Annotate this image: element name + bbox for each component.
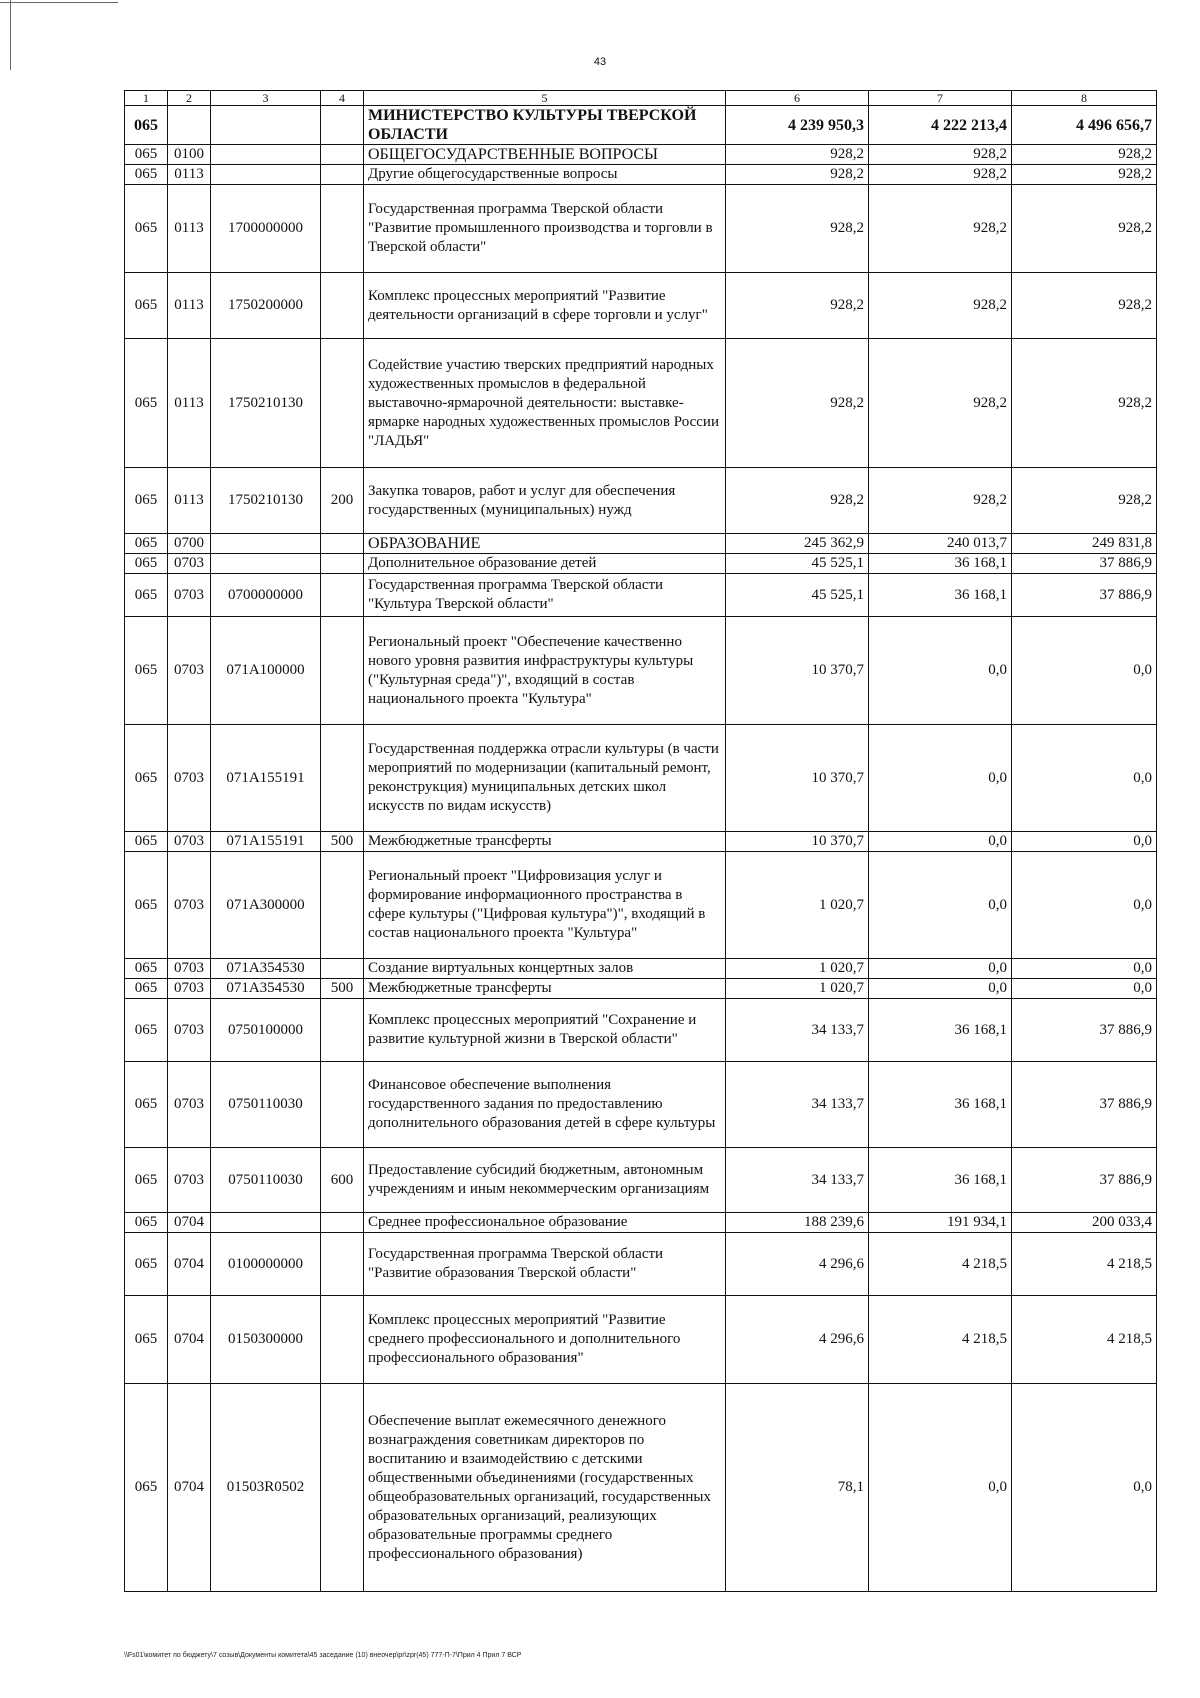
cell-section: 0703	[168, 832, 211, 852]
cell-amount-7: 191 934,1	[869, 1213, 1012, 1233]
cell-amount-7: 0,0	[869, 979, 1012, 999]
cell-name: Финансовое обеспечение выполнения государственного задания по предоставлению дополнительного образования детей в сфере культуры	[364, 1062, 726, 1148]
table-row	[125, 1384, 1157, 1592]
cell-amount-6: 10 370,7	[726, 832, 869, 852]
cell-target: 1700000000	[211, 185, 321, 273]
table-row	[125, 339, 1157, 468]
cell-name: Комплекс процессных мероприятий "Развитие деятельности организаций в сфере торговли и услуг"	[364, 273, 726, 339]
table-row	[125, 617, 1157, 725]
cell-amount-6: 34 133,7	[726, 999, 869, 1062]
cell-section	[168, 106, 211, 145]
cell-name: Создание виртуальных концертных залов	[364, 959, 726, 979]
table-row	[125, 165, 1157, 185]
cell-target: 1750200000	[211, 273, 321, 339]
cell-expense-type	[321, 534, 364, 554]
cell-name: Комплекс процессных мероприятий "Сохранение и развитие культурной жизни в Тверской области"	[364, 999, 726, 1062]
cell-name: Государственная поддержка отрасли культуры (в части мероприятий по модернизации (капитальный ремонт, реконструкция) муниципальных детских школ искусств по видам искусств)	[364, 725, 726, 832]
cell-ministry: 065	[125, 1384, 168, 1592]
cell-amount-7: 4 222 213,4	[869, 106, 1012, 145]
cell-name: МИНИСТЕРСТВО КУЛЬТУРЫ ТВЕРСКОЙ ОБЛАСТИ	[364, 106, 726, 145]
cell-target: 071A155191	[211, 832, 321, 852]
cell-section: 0703	[168, 979, 211, 999]
cell-section: 0704	[168, 1213, 211, 1233]
cell-amount-7: 0,0	[869, 832, 1012, 852]
cell-target: 071A300000	[211, 852, 321, 959]
cell-name: Межбюджетные трансферты	[364, 979, 726, 999]
cell-amount-7: 4 218,5	[869, 1296, 1012, 1384]
cell-amount-6: 34 133,7	[726, 1062, 869, 1148]
table-row	[125, 273, 1157, 339]
cell-expense-type: 200	[321, 468, 364, 534]
cell-ministry: 065	[125, 959, 168, 979]
table-row	[125, 1233, 1157, 1296]
cell-amount-6: 1 020,7	[726, 852, 869, 959]
cell-amount-8: 4 218,5	[1012, 1296, 1157, 1384]
cell-amount-8: 0,0	[1012, 617, 1157, 725]
cell-target: 0150300000	[211, 1296, 321, 1384]
cell-expense-type	[321, 852, 364, 959]
cell-expense-type	[321, 1062, 364, 1148]
cell-name: Среднее профессиональное образование	[364, 1213, 726, 1233]
cell-ministry: 065	[125, 185, 168, 273]
cell-amount-6: 10 370,7	[726, 617, 869, 725]
cell-amount-6: 4 239 950,3	[726, 106, 869, 145]
cell-amount-8: 928,2	[1012, 185, 1157, 273]
cell-target	[211, 1213, 321, 1233]
cell-target: 0750110030	[211, 1062, 321, 1148]
cell-section: 0113	[168, 273, 211, 339]
cell-amount-6: 928,2	[726, 468, 869, 534]
cell-amount-6: 4 296,6	[726, 1296, 869, 1384]
cell-section: 0703	[168, 852, 211, 959]
cell-amount-8: 928,2	[1012, 468, 1157, 534]
cell-amount-6: 928,2	[726, 145, 869, 165]
cell-amount-7: 36 168,1	[869, 1062, 1012, 1148]
cell-amount-6: 4 296,6	[726, 1233, 869, 1296]
cell-expense-type: 600	[321, 1148, 364, 1213]
cell-section: 0703	[168, 574, 211, 617]
table-row	[125, 1062, 1157, 1148]
cell-amount-7: 928,2	[869, 145, 1012, 165]
cell-target	[211, 106, 321, 145]
cell-section: 0703	[168, 617, 211, 725]
table-row	[125, 145, 1157, 165]
cell-target	[211, 165, 321, 185]
cell-amount-7: 0,0	[869, 617, 1012, 725]
col-header-7: 7	[869, 91, 1012, 106]
table-row	[125, 979, 1157, 999]
cell-ministry: 065	[125, 1213, 168, 1233]
table-row	[125, 534, 1157, 554]
cell-expense-type	[321, 1233, 364, 1296]
cell-expense-type	[321, 959, 364, 979]
cell-name: Региональный проект "Обеспечение качественно нового уровня развития инфраструктуры культуры ("Культурная среда")", входящий в состав национального проекта "Культура"	[364, 617, 726, 725]
cell-section: 0704	[168, 1233, 211, 1296]
table-row	[125, 106, 1157, 145]
cell-name: Межбюджетные трансферты	[364, 832, 726, 852]
cell-target: 0750110030	[211, 1148, 321, 1213]
cell-amount-6: 928,2	[726, 339, 869, 468]
cell-ministry: 065	[125, 1148, 168, 1213]
cell-amount-6: 928,2	[726, 165, 869, 185]
table-row	[125, 852, 1157, 959]
cell-section: 0113	[168, 165, 211, 185]
cell-ministry: 065	[125, 574, 168, 617]
cell-amount-7: 928,2	[869, 468, 1012, 534]
cell-amount-6: 34 133,7	[726, 1148, 869, 1213]
cell-ministry: 065	[125, 832, 168, 852]
cell-amount-7: 0,0	[869, 852, 1012, 959]
cell-expense-type	[321, 725, 364, 832]
cell-expense-type: 500	[321, 832, 364, 852]
table-row	[125, 554, 1157, 574]
cell-amount-8: 0,0	[1012, 852, 1157, 959]
cell-target	[211, 145, 321, 165]
cell-section: 0703	[168, 554, 211, 574]
table-row	[125, 468, 1157, 534]
table-row	[125, 959, 1157, 979]
budget-table	[124, 90, 1157, 1592]
cell-ministry: 065	[125, 534, 168, 554]
cell-target: 071A354530	[211, 959, 321, 979]
cell-amount-7: 36 168,1	[869, 554, 1012, 574]
cell-amount-8: 37 886,9	[1012, 574, 1157, 617]
cell-name: ОБРАЗОВАНИЕ	[364, 534, 726, 554]
col-header-6: 6	[726, 91, 869, 106]
cell-name: Государственная программа Тверской области "Развитие образования Тверской области"	[364, 1233, 726, 1296]
cell-section: 0113	[168, 339, 211, 468]
cell-expense-type	[321, 617, 364, 725]
cell-amount-7: 0,0	[869, 725, 1012, 832]
cell-amount-8: 37 886,9	[1012, 1062, 1157, 1148]
cell-target: 1750210130	[211, 339, 321, 468]
cell-expense-type	[321, 1296, 364, 1384]
table-row	[125, 1148, 1157, 1213]
table-row	[125, 999, 1157, 1062]
cell-name: Региональный проект "Цифровизация услуг и формирование информационного пространства в сфере культуры ("Цифровая культура")", входящий в состав национального проекта "Культура"	[364, 852, 726, 959]
cell-amount-6: 78,1	[726, 1384, 869, 1592]
cell-section: 0113	[168, 185, 211, 273]
cell-ministry: 065	[125, 339, 168, 468]
cell-section: 0703	[168, 999, 211, 1062]
cell-expense-type	[321, 273, 364, 339]
cell-amount-8: 37 886,9	[1012, 999, 1157, 1062]
col-header-4: 4	[321, 91, 364, 106]
cell-name: Дополнительное образование детей	[364, 554, 726, 574]
cell-name: Предоставление субсидий бюджетным, автономным учреждениям и иным некоммерческим организациям	[364, 1148, 726, 1213]
table-row	[125, 574, 1157, 617]
cell-expense-type	[321, 554, 364, 574]
cell-ministry: 065	[125, 165, 168, 185]
table-row	[125, 185, 1157, 273]
cell-amount-8: 928,2	[1012, 165, 1157, 185]
cell-amount-8: 200 033,4	[1012, 1213, 1157, 1233]
cell-target	[211, 534, 321, 554]
table-row	[125, 725, 1157, 832]
cell-ministry: 065	[125, 1062, 168, 1148]
cell-amount-7: 0,0	[869, 959, 1012, 979]
cell-amount-6: 45 525,1	[726, 554, 869, 574]
column-number-header	[125, 91, 1157, 106]
cell-ministry: 065	[125, 979, 168, 999]
cell-amount-6: 1 020,7	[726, 979, 869, 999]
cell-ministry: 065	[125, 1233, 168, 1296]
cell-amount-8: 0,0	[1012, 725, 1157, 832]
cell-ministry: 065	[125, 1296, 168, 1384]
cell-target	[211, 554, 321, 574]
cell-target: 071A155191	[211, 725, 321, 832]
cell-ministry: 065	[125, 554, 168, 574]
col-header-8: 8	[1012, 91, 1157, 106]
cell-amount-6: 928,2	[726, 185, 869, 273]
cell-expense-type	[321, 165, 364, 185]
cell-amount-8: 0,0	[1012, 1384, 1157, 1592]
cell-amount-6: 1 020,7	[726, 959, 869, 979]
cell-amount-8: 4 218,5	[1012, 1233, 1157, 1296]
cell-target: 01503R0502	[211, 1384, 321, 1592]
cell-name: Обеспечение выплат ежемесячного денежного вознаграждения советникам директоров по воспитанию и взаимодействию с детскими общественными объединениями (государственных общеобразовательных организаций, государственных образовательных организаций, реализующих образовательные программы среднего профессионального образования)	[364, 1384, 726, 1592]
cell-name: Государственная программа Тверской области "Культура Тверской области"	[364, 574, 726, 617]
cell-section: 0703	[168, 959, 211, 979]
cell-amount-6: 188 239,6	[726, 1213, 869, 1233]
cell-target: 0700000000	[211, 574, 321, 617]
table-row	[125, 1296, 1157, 1384]
cell-ministry: 065	[125, 145, 168, 165]
cell-amount-7: 36 168,1	[869, 1148, 1012, 1213]
cell-name: Другие общегосударственные вопросы	[364, 165, 726, 185]
table-row	[125, 1213, 1157, 1233]
cell-name: Закупка товаров, работ и услуг для обеспечения государственных (муниципальных) нужд	[364, 468, 726, 534]
cell-amount-6: 45 525,1	[726, 574, 869, 617]
cell-expense-type	[321, 999, 364, 1062]
cell-amount-7: 4 218,5	[869, 1233, 1012, 1296]
cell-amount-7: 36 168,1	[869, 999, 1012, 1062]
col-header-1: 1	[125, 91, 168, 106]
cell-ministry: 065	[125, 106, 168, 145]
cell-expense-type	[321, 185, 364, 273]
col-header-5: 5	[364, 91, 726, 106]
col-header-3: 3	[211, 91, 321, 106]
cell-expense-type	[321, 339, 364, 468]
cell-amount-7: 928,2	[869, 185, 1012, 273]
cell-section: 0703	[168, 1062, 211, 1148]
cell-expense-type	[321, 574, 364, 617]
cell-expense-type	[321, 106, 364, 145]
cell-amount-7: 928,2	[869, 339, 1012, 468]
cell-amount-8: 0,0	[1012, 959, 1157, 979]
cell-amount-8: 4 496 656,7	[1012, 106, 1157, 145]
cell-expense-type	[321, 1213, 364, 1233]
cell-expense-type	[321, 145, 364, 165]
col-header-2: 2	[168, 91, 211, 106]
cell-amount-8: 928,2	[1012, 273, 1157, 339]
cell-section: 0703	[168, 1148, 211, 1213]
cell-amount-8: 37 886,9	[1012, 1148, 1157, 1213]
cell-name: ОБЩЕГОСУДАРСТВЕННЫЕ ВОПРОСЫ	[364, 145, 726, 165]
cell-section: 0704	[168, 1296, 211, 1384]
cell-name: Комплекс процессных мероприятий "Развитие среднего профессионального и дополнительного профессионального образования"	[364, 1296, 726, 1384]
cell-amount-7: 928,2	[869, 273, 1012, 339]
cell-target: 071A100000	[211, 617, 321, 725]
cell-target: 0750100000	[211, 999, 321, 1062]
cell-section: 0113	[168, 468, 211, 534]
footer-file-path: \\Fs01\комитет по бюджету\7 созыв\Документы комитета\45 заседание (10) внеочер\pr\zpr(45) 777-П-7\Прил 4 Прил 7 ВСР	[124, 1652, 522, 1659]
cell-amount-6: 245 362,9	[726, 534, 869, 554]
cell-amount-6: 928,2	[726, 273, 869, 339]
cell-name: Государственная программа Тверской области "Развитие промышленного производства и торговли в Тверской области"	[364, 185, 726, 273]
cell-ministry: 065	[125, 725, 168, 832]
cell-ministry: 065	[125, 468, 168, 534]
cell-amount-8: 37 886,9	[1012, 554, 1157, 574]
cell-expense-type	[321, 1384, 364, 1592]
cell-amount-7: 240 013,7	[869, 534, 1012, 554]
scan-edge-top	[0, 2, 118, 3]
cell-section: 0704	[168, 1384, 211, 1592]
cell-amount-8: 928,2	[1012, 145, 1157, 165]
cell-expense-type: 500	[321, 979, 364, 999]
page-number: 43	[593, 56, 607, 68]
cell-name: Содействие участию тверских предприятий народных художественных промыслов в федеральной выставочно-ярмарочной деятельности: выставке-ярмарке народных художественных промыслов России "ЛАДЬЯ"	[364, 339, 726, 468]
cell-amount-7: 36 168,1	[869, 574, 1012, 617]
cell-target: 1750210130	[211, 468, 321, 534]
cell-ministry: 065	[125, 999, 168, 1062]
cell-amount-8: 0,0	[1012, 832, 1157, 852]
cell-amount-8: 928,2	[1012, 339, 1157, 468]
cell-target: 0100000000	[211, 1233, 321, 1296]
cell-target: 071A354530	[211, 979, 321, 999]
cell-ministry: 065	[125, 852, 168, 959]
cell-section: 0703	[168, 725, 211, 832]
table-row	[125, 832, 1157, 852]
cell-amount-7: 0,0	[869, 1384, 1012, 1592]
cell-section: 0100	[168, 145, 211, 165]
cell-amount-8: 0,0	[1012, 979, 1157, 999]
cell-amount-6: 10 370,7	[726, 725, 869, 832]
cell-amount-8: 249 831,8	[1012, 534, 1157, 554]
cell-amount-7: 928,2	[869, 165, 1012, 185]
cell-ministry: 065	[125, 617, 168, 725]
cell-ministry: 065	[125, 273, 168, 339]
cell-section: 0700	[168, 534, 211, 554]
